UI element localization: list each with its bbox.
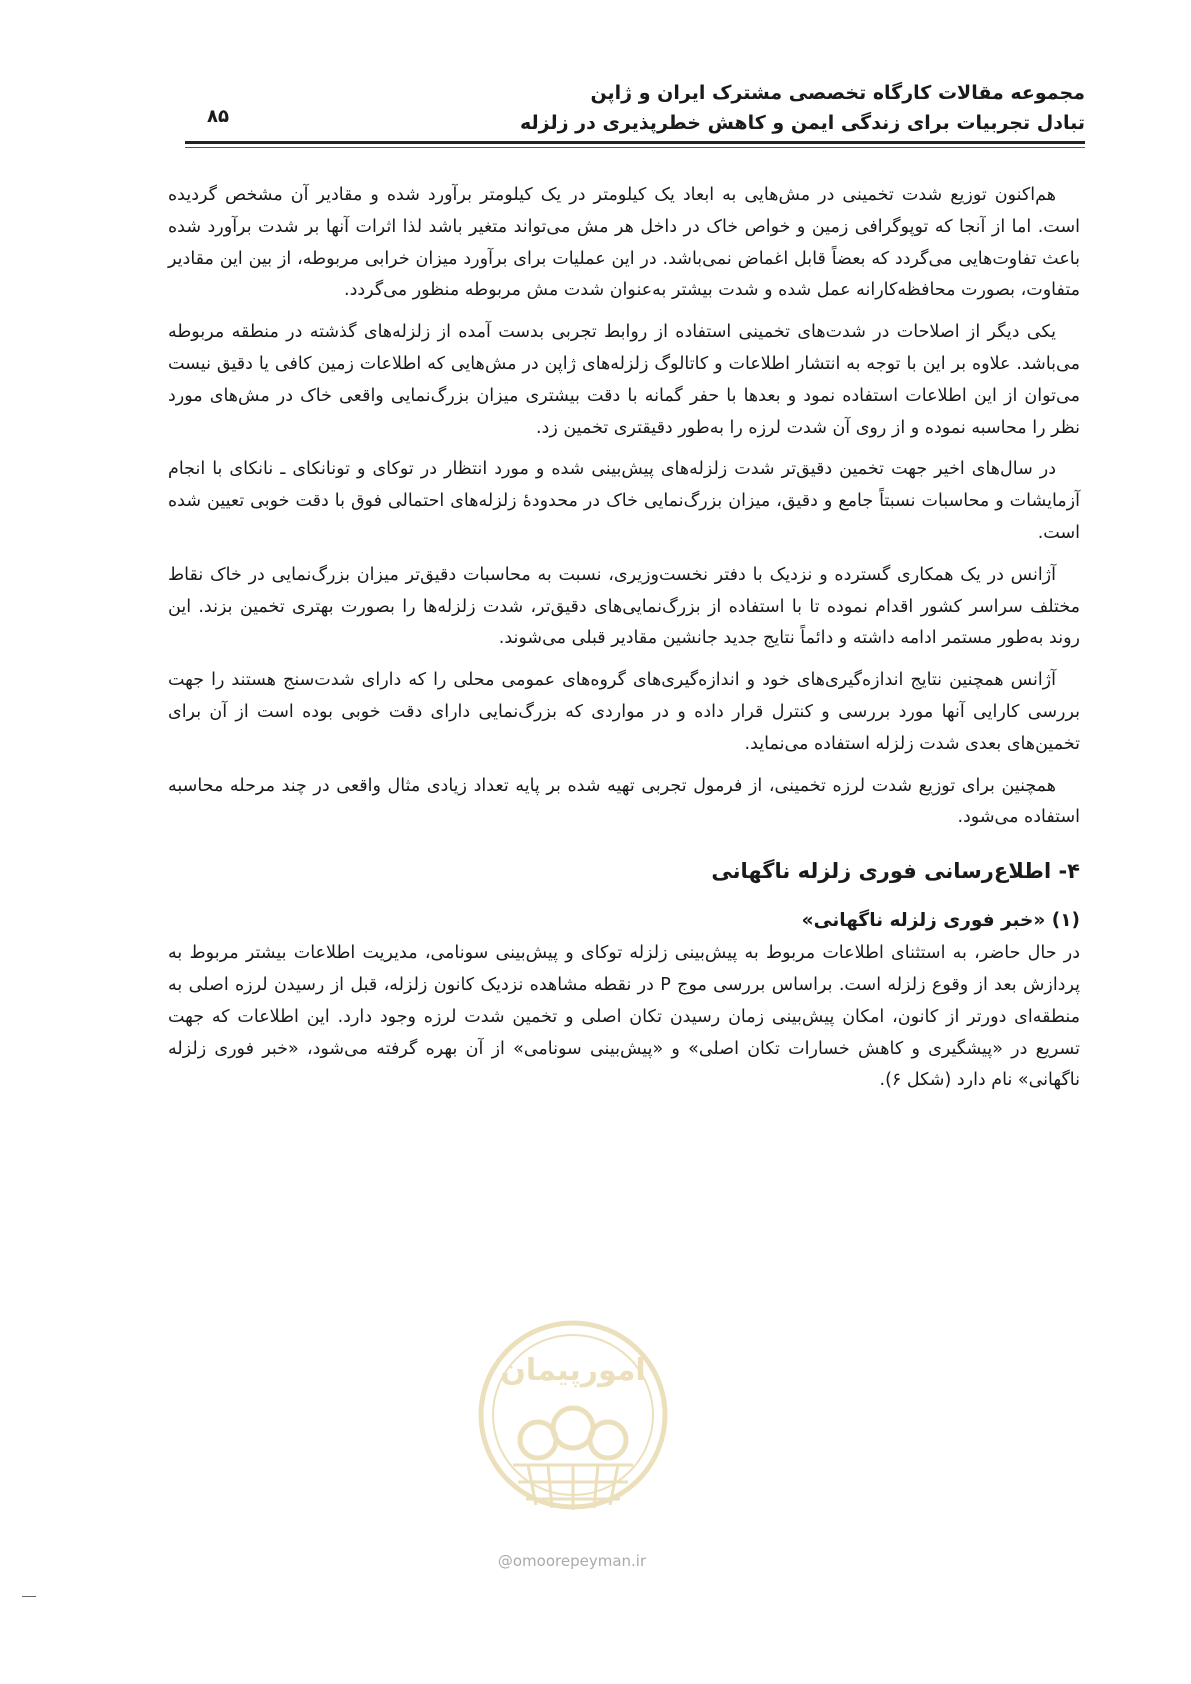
- watermark-logo: [468, 1310, 678, 1540]
- paragraph-1: هم‌اکنون توزیع شدت تخمینی در مش‌هایی به ابعاد یک کیلومتر در یک کیلومتر برآورد شده و مقادیر آن مشخص گردیده است. اما از آنجا که توپوگرافی زمین و خواص خاک در داخل هر مش می‌تواند متغیر باشد لذا اثرات آنها بر شدت برآورد شده باعث تفاوت‌هایی می‌گردد که بعضاً قابل اغماض نمی‌باشد. در این عملیات برای برآورد میزان خرابی مربوطه، از بین این مقادیر متفاوت، بصورت محافظه‌کارانه عمل شده و شدت بیشتر به‌عنوان شدت مش مربوطه منظور می‌گردد.: [168, 185, 1080, 301]
- paragraph-5: آژانس همچنین نتایج اندازه‌گیری‌های خود و اندازه‌گیری‌های گروه‌های عمومی محلی را که دارای شدت‌سنج هستند را جهت بررسی کارایی آنها مورد بررسی و کنترل قرار داده و در مواردی که بزرگ‌نمایی دارای دقت خوبی بوده است از آن برای تخمین‌های بعدی شدت زلزله استفاده می‌نماید.: [168, 670, 1080, 754]
- header-title-line2: تبادل تجربیات برای زندگی ایمن و کاهش خطرپذیری در زلزله: [520, 112, 1085, 134]
- section-heading: ۴- اطلاع‌رسانی فوری زلزله ناگهانی: [711, 859, 1080, 884]
- page-number: ۸۵: [207, 106, 229, 127]
- margin-mark: [22, 1596, 36, 1597]
- paragraph-4: آژانس در یک همکاری گسترده و نزدیک با دفتر نخست‌وزیری، نسبت به محاسبات دقیق‌تر میزان بزرگ‌نمایی در خاک نقاط مختلف سراسر کشور اقدام نموده تا با استفاده از بزرگ‌نمایی‌های دقیق‌تر، شدت زلزله‌ها را بصورت بهتری تخمین بزند. این روند به‌طور مستمر ادامه داشته و دائماً نتایج جدید جانشین مقادیر قبلی می‌شوند.: [168, 564, 1080, 649]
- sub-heading: (۱) «خبر فوری زلزله ناگهانی»: [801, 910, 1080, 932]
- header-title-line1: مجموعه مقالات کارگاه تخصصی مشترک ایران و ژاپن: [590, 82, 1085, 104]
- section-paragraph: در حال حاضر، به استثنای اطلاعات مربوط به پیش‌بینی زلزله توکای و پیش‌بینی سونامی، مدیریت اطلاعات بیشتر مربوط به پردازش بعد از وقوع زلزله است. براساس بررسی موج P در نقطه مشاهده نزدیک کانون زلزله، قبل از رسیدن لرزه اصلی به منطقه‌ای دورتر از کانون، امکان پیش‌بینی زمان رسیدن تکان اصلی و تخمین شدت لرزه وجود دارد. این اطلاعات که جهت تسریع در «پیشگیری و کاهش خسارات تکان اصلی» و «پیش‌بینی سونامی» از آن بهره گرفته می‌شود، «خبر فوری زلزله ناگهانی» نام دارد (شکل ۶).: [168, 943, 1080, 1091]
- watermark-logo-text: امورپیمان: [500, 1353, 646, 1388]
- header-rule: [185, 141, 1085, 144]
- watermark-url: @omoorepeyman.ir: [497, 1552, 647, 1570]
- paragraph-6: همچنین برای توزیع شدت لرزه تخمینی، از فرمول تجربی تهیه شده بر پایه تعداد زیادی مثال واقعی در چند مرحله محاسبه استفاده می‌شود.: [168, 775, 1080, 828]
- watermark-logo-icon: [468, 1310, 678, 1540]
- header-titles: [520, 78, 1085, 138]
- header-rule-thin: [185, 147, 1085, 148]
- paragraph-2: یکی دیگر از اصلاحات در شدت‌های تخمینی استفاده از روابط تجربی بدست آمده از زلزله‌های گذشته در منطقه مربوطه می‌باشد. علاوه بر این با توجه به انتشار اطلاعات و کاتالوگ زلزله‌های ژاپن در مش‌هایی که اطلاعات زمین کافی یا دقیق نیست می‌توان از این اطلاعات استفاده نمود و بعدها با حفر گمانه با دقت بیشتری میزان بزرگ‌نمایی واقعی خاک در مش‌های مورد نظر را محاسبه نموده و از روی آن شدت لرزه را به‌طور دقیقتری تخمین زد.: [168, 322, 1080, 438]
- body-content: [168, 180, 1080, 1107]
- paragraph-3: در سال‌های اخیر جهت تخمین دقیق‌تر شدت زلزله‌های پیش‌بینی شده و مورد انتظار در توکای و تونانکای ـ نانکای با انجام آزمایشات و محاسبات نسبتاً جامع و دقیق، میزان بزرگ‌نمایی خاک در محدودهٔ زلزله‌های احتمالی فوق با دقت خوبی تعیین شده است.: [168, 459, 1080, 543]
- page-header: [185, 78, 1085, 144]
